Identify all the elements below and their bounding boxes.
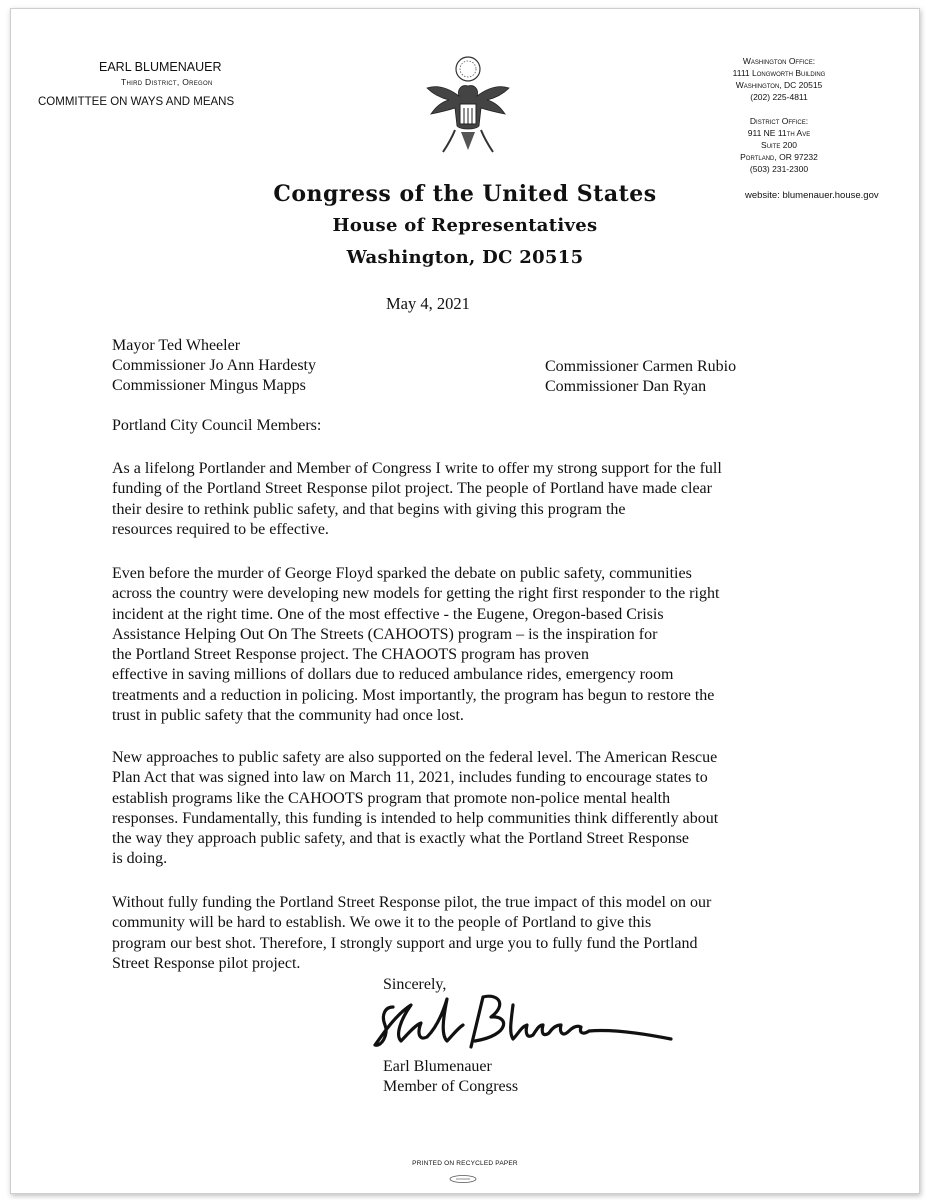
paragraph-line: the way they approach public safety, and that is exactly what the Portland Street Response: [112, 830, 690, 848]
footer-note: PRINTED ON RECYCLED PAPER: [412, 1160, 518, 1167]
washington-office-line: 1111 Longworth Building: [732, 68, 826, 78]
paragraph-line: incident at the right time. One of the most effective - the Eugene, Oregon-based Crisis: [112, 605, 664, 623]
body-paragraph: [112, 748, 832, 870]
paragraph-line: Plan Act that was signed into law on March 11, 2021, includes funding to encourage states to: [112, 769, 708, 787]
salutation: Portland City Council Members:: [112, 417, 322, 434]
paragraph-line: their desire to rethink public safety, and that begins with giving this program the: [112, 500, 626, 518]
recipient: Commissioner Mingus Mapps: [112, 377, 306, 394]
letterhead-title: Congress of the United States: [273, 181, 657, 207]
district-office-phone: (503) 231-2300: [749, 164, 809, 174]
paragraph-line: resources required to be effective.: [112, 520, 329, 538]
website-link: website: blumenauer.house.gov: [745, 190, 879, 201]
committee-name: COMMITTEE ON WAYS AND MEANS: [38, 96, 235, 108]
paragraph-line: trust in public safety that the community had once lost.: [112, 707, 464, 725]
paragraph-line: is doing.: [112, 850, 168, 868]
paragraph-line: funding of the Portland Street Response pilot project. The people of Portland have made clear: [112, 480, 712, 498]
district-office-line: 911 NE 11th Ave: [747, 128, 811, 138]
signer-title: Member of Congress: [383, 1078, 519, 1095]
paragraph-line: responses. Fundamentally, this funding is intended to help communities think differently about: [112, 809, 719, 827]
body-paragraph: [112, 564, 832, 726]
letterhead-house: House of Representatives: [332, 215, 598, 236]
paragraph-line: Even before the murder of George Floyd sparked the debate on public safety, communities: [112, 565, 692, 582]
member-district: Third District, Oregon: [121, 77, 213, 87]
paragraph-line: Assistance Helping Out On The Streets (CAHOOTS) program – is the inspiration for: [112, 625, 658, 643]
great-seal-icon: [421, 54, 515, 164]
paragraph-line: As a lifelong Portlander and Member of Congress I write to offer my strong support for the full: [112, 460, 722, 477]
district-office-line: Portland, OR 97232: [740, 152, 818, 162]
signature-image: [371, 985, 691, 1057]
member-name: EARL BLUMENAUER: [99, 60, 222, 74]
recipient: Mayor Ted Wheeler: [112, 337, 241, 354]
letter-page: [10, 8, 920, 1194]
paragraph-line: treatments and a reduction in policing. Most importantly, the program has begun to restore the: [112, 686, 715, 704]
closing: Sincerely,: [383, 976, 447, 993]
paragraph-line: program our best shot. Therefore, I strongly support and urge you to fully fund the Portland: [112, 934, 698, 952]
body-paragraph: [112, 893, 832, 974]
district-office-line: Suite 200: [761, 140, 797, 150]
paragraph-line: community will be hard to establish. We owe it to the people of Portland to give this: [112, 914, 652, 932]
paragraph-line: New approaches to public safety are also supported on the federal level. The American Rescue: [112, 749, 718, 766]
recipient: Commissioner Jo Ann Hardesty: [112, 357, 316, 374]
office-addresses: [689, 55, 869, 175]
recycle-mark-icon: [448, 1174, 478, 1184]
paragraph-line: establish programs like the CAHOOTS program that promote non-police mental health: [112, 789, 671, 807]
signer-name: Earl Blumenauer: [383, 1058, 492, 1075]
body-paragraph: [112, 459, 832, 540]
paragraph-line: Street Response pilot project.: [112, 954, 301, 972]
letterhead-city: Washington, DC 20515: [346, 247, 584, 268]
recipient: Commissioner Carmen Rubio: [545, 358, 737, 375]
paragraph-line: across the country were developing new models for getting the right first responder to the right: [112, 585, 720, 603]
washington-office-phone: (202) 225-4811: [750, 92, 808, 102]
recipients-right: [545, 357, 736, 397]
paragraph-line: effective in saving millions of dollars due to reduced ambulance rides, emergency room: [112, 666, 674, 684]
district-office-label: District Office:: [749, 116, 809, 126]
paragraph-line: Without fully funding the Portland Street Response pilot, the true impact of this model on our: [112, 894, 712, 911]
washington-office-label: Washington Office:: [742, 56, 816, 66]
washington-office-line: Washington, DC 20515: [735, 80, 823, 90]
recipient: Commissioner Dan Ryan: [545, 378, 707, 395]
recipients-left: [112, 336, 316, 396]
paragraph-line: the Portland Street Response project. The CHAOOTS program has proven: [112, 646, 589, 664]
signer-block: [383, 1057, 518, 1097]
letter-date: May 4, 2021: [386, 294, 470, 313]
